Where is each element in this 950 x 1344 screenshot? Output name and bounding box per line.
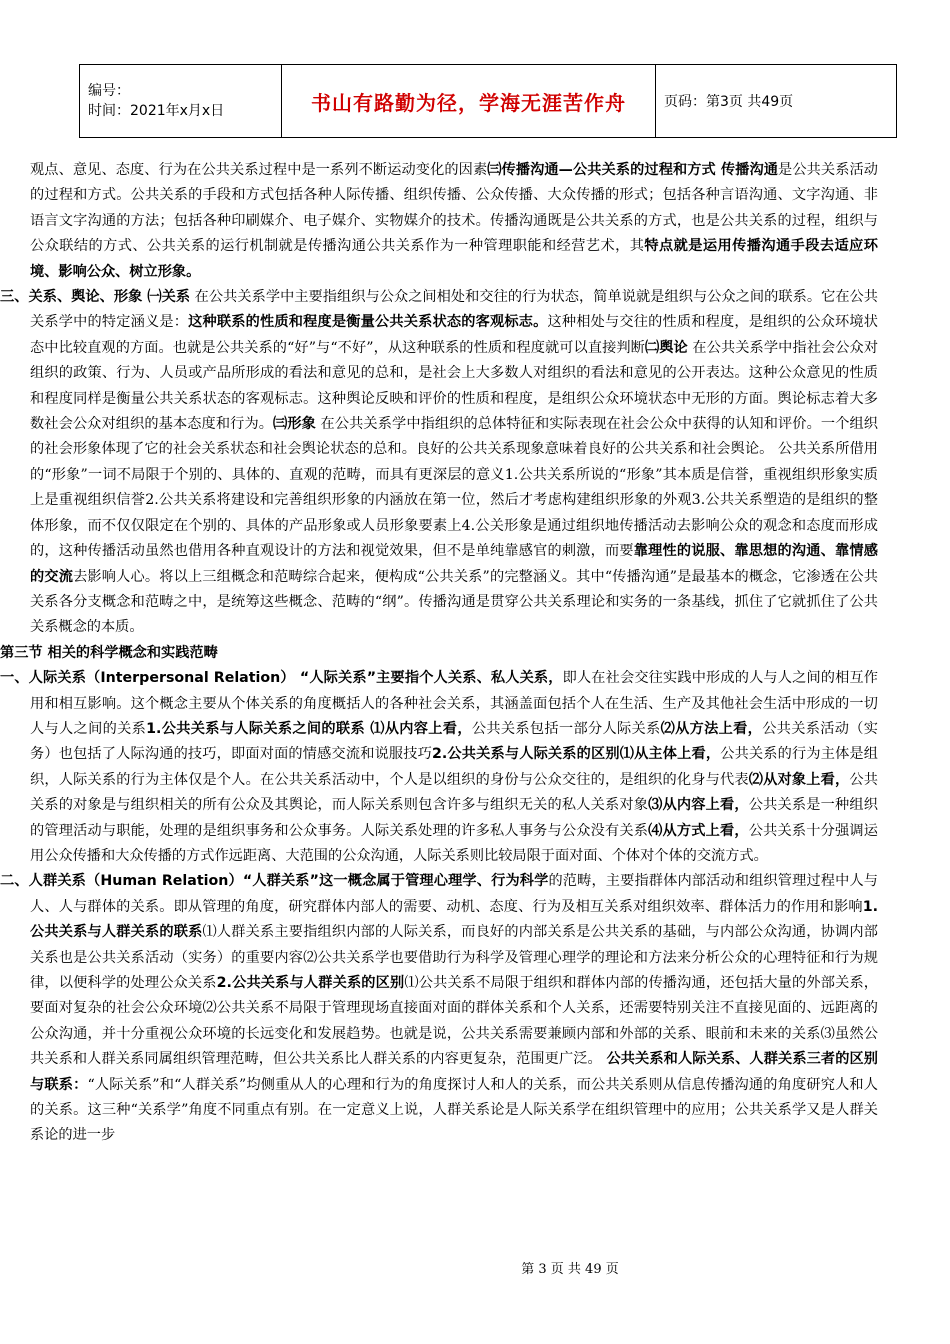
- bold-text: “人际关系”主要指个人关系、私人关系，: [294, 670, 563, 687]
- section-title-text: 第三节 相关的科学概念和实践范畴: [0, 644, 218, 661]
- body-text: 公共关系的对象是与组织相关的所有公众及其舆论，而人际关系则包含许多与组织无关的私人关系对象: [30, 771, 878, 814]
- body-text: 在公共关系学中主要指组织与公众之间相处和交往的行为状态，简单说就是组织与公众之间的联系。它在公共关系学中的特定涵义是：: [30, 289, 878, 331]
- bold-text: ⑶从内容上看，: [648, 797, 749, 814]
- section-heading: 一、人际关系（Interpersonal Relation）: [0, 670, 295, 687]
- body-text: 的范畴，主要指群体内部活动和组织管理过程中人与人、人与群体的关系。即从管理的角度，研究群体内部人的需要、动机、态度、行为及相互关系对组织效率、群体活力的作用和影响: [30, 873, 878, 915]
- bold-text: 2.公共关系与人群关系的区别: [216, 975, 405, 991]
- bold-text: 1.公共关系与人际关系之间的联系 ⑴从内容上看，: [146, 720, 472, 737]
- body-text: ⑴人群关系主要指组织内部的人际关系，而良好的内部关系是公共关系的基础，与内部公众沟通，协调内部关系也是公共关系活动（实务）的重要内容⑵公共关系学也要借助行为科学及管理心理学的理论和方法来分析公众的心理特征和行为规律，以便科学的处理公众关系: [30, 924, 878, 991]
- page-header: [79, 64, 897, 138]
- body-text: 去影响人心。将以上三组概念和范畴综合起来，便构成“公共关系”的完整涵义。其中“传播沟通”是最基本的概念，它渗透在公共关系各分支概念和范畴之中，是统筹这些概念、范畴的“纲”。传播沟通是贯穿公共关系理论和实务的一条基线，抓住了它就抓住了公共关系概念的本质。: [30, 568, 878, 636]
- body-text: 是公共关系活动的过程和方式。公共关系的手段和方式包括各种人际传播、组织传播、公众传播、大众传播的形式；包括各种言语沟通、文字沟通、非语言文字沟通的方法；包括各种印刷媒介、电子媒介、实物媒介的技术。传播沟通既是公共关系的方式，也是公共关系的过程，组织与公众联结的方式、公共关系的运行机制就是传播沟通公共关系作为一种管理职能和经营艺术，其: [30, 162, 878, 255]
- body-text: 在公共关系学中指社会公众对组织的政策、行为、人员或产品所形成的看法和意见的总和，是社会上大多数人对组织的看法和意见的公开表达。这种公众意见的性质和程度同样是衡量公共关系状态的客观标志。这种舆论反映和评价的性质和程度，是组织公众环境状态中无形的方面。舆论标志着大多数社会公众对组织的基本态度和行为。: [30, 339, 879, 433]
- body-text: 这种相处与交往的性质和程度，是组织的公众环境状态中比较直观的方面。也就是公共关系的“好”与“不好”，从这种联系的性质和程度就可以直接判断: [30, 314, 878, 356]
- bold-text: 这种联系的性质和程度是衡量公共关系状态的客观标志。: [188, 314, 548, 331]
- doc-time-label: 时间：2021年x月x日: [88, 103, 225, 119]
- doc-number-label: 编号：: [88, 83, 130, 99]
- section-heading: 三、关系、舆论、形象 ㈠关系: [0, 289, 191, 306]
- document-body: [0, 158, 878, 1149]
- bold-text: ㈢形象: [273, 416, 316, 433]
- paragraph-human-relation: [0, 869, 878, 1148]
- body-text: 公共关系活动（实务）也包括了人际沟通的技巧，即面对面的情感交流和说服技巧: [30, 720, 878, 763]
- body-text: 公共关系包括一部分人际关系: [471, 720, 661, 737]
- body-text: 在公共关系学中指组织的总体特征和实际表现在社会公众中获得的认知和评价。一个组织的社会形象体现了它的社会关系状态和社会舆论状态的总和。良好的公共关系现象意味着良好的公共关系和社会舆论。 公共关系所借用的“形象”一词不局限于个别的、具体的、直观的范畴，而具有更深层的意义1.公共关系所说的“形象”其本质是信誉，重视组织形象实质上是重视组织信誉2.公共关系将建设和完善组织形象的内涵放在第一位，然后才考虑构建组织形象的外观3.公共关系塑造的是组织的整体形象，而不仅仅限定在个别的、具体的产品形象或人员形象要素上4.公关形象是通过组织地传播活动去影响公众的观念和态度而形成的，这种传播活动虽然也借用各种直观设计的方法和视觉效果，但不是单纯靠感官的刺激，而要: [30, 416, 878, 560]
- header-motto: 书山有路勤为径，学海无涯苦作舟: [311, 90, 626, 115]
- paragraph-relation-opinion-image: [0, 285, 878, 641]
- bold-text: 2.公共关系与人际关系的区别⑴从主体上看，: [432, 746, 721, 763]
- body-text: “人际关系”和“人群关系”均侧重从人的心理和行为的角度探讨人和人的关系，而公共关系则从信息传播沟通的角度研究人和人的关系。这三种“关系学”角度不同重点有别。在一定意义上说，人群关系论是人际关系学在组织管理中的应用；公共关系学又是人群关系论的进一步: [30, 1076, 878, 1144]
- body-text: 观点、意见、态度、行为在公共关系过程中是一系列不断运动变化的因素: [30, 162, 488, 178]
- section-heading: 二、人群关系（Human Relation）“人群关系”这一概念属于管理心理学、行为科学: [0, 873, 549, 890]
- body-text: 即人在社会交往实践中形成的人与人之间的相互作用和相互影响。这个概念主要从个体关系的角度概括人的各种社会关系，其涵盖面包括个人在生活、生产及其他社会生活中形成的一切人与人之间的关系: [30, 670, 878, 737]
- section-title: [0, 641, 878, 666]
- bold-text: 公共关系和人际关系、人群关系三者的区别与联系：: [30, 1051, 878, 1093]
- body-text: 公共关系十分强调运用公众传播和大众传播的方式作远距离、大范围的公众沟通，人际关系则比较局限于面对面、个体对个体的交流方式。: [30, 822, 878, 864]
- bold-text: ⑵从方法上看，: [660, 720, 763, 737]
- bold-text: 靠理性的说服、靠思想的沟通、靠情感的交流: [30, 543, 878, 585]
- paragraph-communication: [0, 158, 878, 285]
- header-page-label: 页码：第3页 共49页: [656, 65, 897, 138]
- header-meta: [80, 65, 282, 138]
- body-text: ⑴公共关系不局限于组织和群体内部的传播沟通，还包括大量的外部关系，要面对复杂的社会公众环境⑵公共关系不局限于管理现场直接面对面的群体关系和个人关系，还需要特别关注不直接见面的、远距离的公众沟通，并十分重视公众环境的长远变化和发展趋势。也就是说，公共关系需要兼顾内部和外部的关系、眼前和未来的关系⑶虽然公共关系和人群关系同属组织管理范畴，但公共关系比人群关系的内容更复杂，范围更广泛。: [30, 975, 878, 1068]
- footer-page-number: 第 3 页 共 49 页: [521, 1262, 619, 1277]
- bold-text: 1.公共关系与人群关系的联系: [30, 898, 878, 941]
- paragraph-interpersonal: [0, 666, 878, 869]
- bold-text: ㈢传播沟通—公共关系的过程和方式 传播沟通: [487, 162, 779, 178]
- bold-text: ⑷从方式上看，: [648, 822, 749, 839]
- bold-text: ㈡舆论: [644, 339, 688, 356]
- bold-text: ⑵从对象上看，: [748, 771, 850, 788]
- header-motto-cell: [282, 65, 656, 138]
- page-footer: [0, 1258, 950, 1277]
- body-text: 公共关系的行为主体是组织，人际关系的行为主体仅是个人。在公共关系活动中，个人是以组织的身份与公众交往的，是组织的化身与代表: [30, 746, 878, 788]
- bold-text: 特点就是运用传播沟通手段去适应环境、影响公众、树立形象。: [30, 238, 878, 280]
- body-text: 公共关系是一种组织的管理活动与职能，处理的是组织事务和公众事务。人际关系处理的许多私人事务与公众没有关系: [30, 797, 878, 839]
